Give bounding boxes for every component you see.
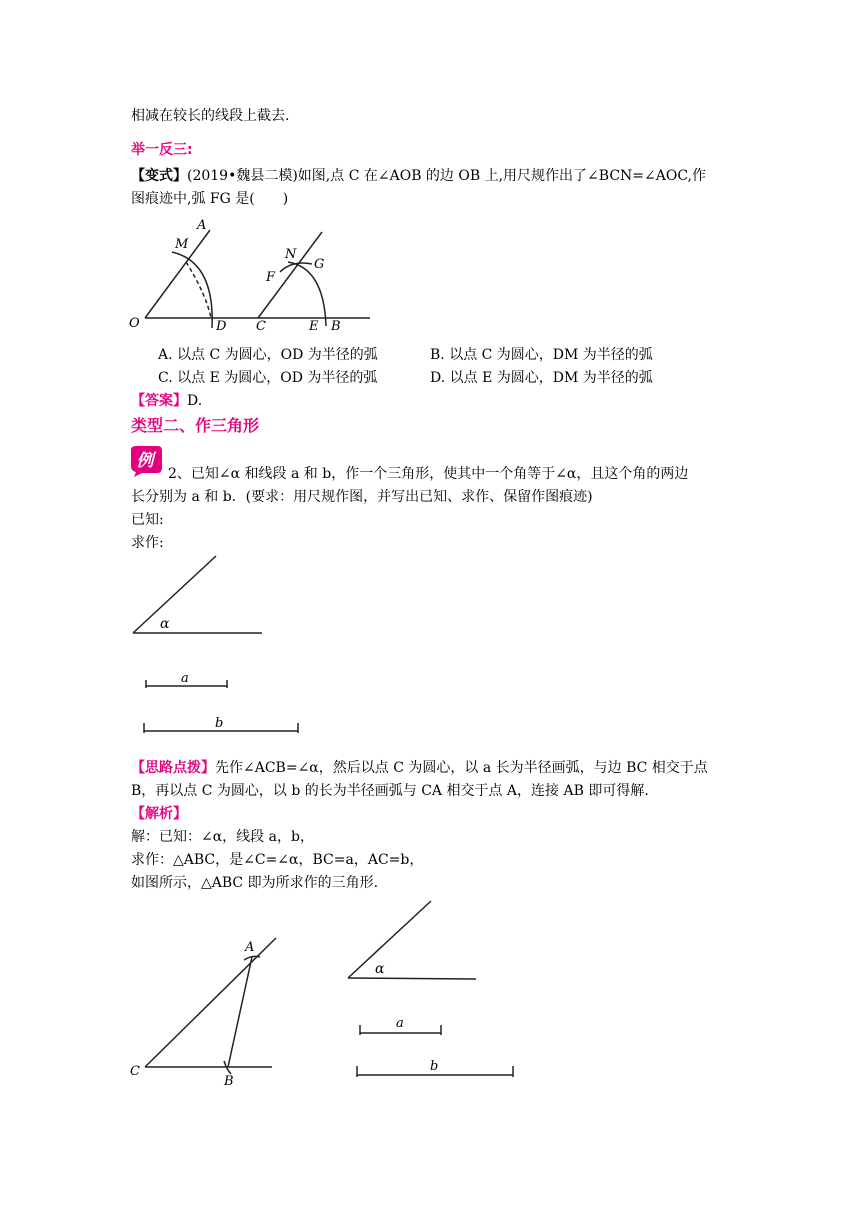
label-F: F	[266, 270, 276, 285]
label-C: C	[256, 319, 266, 334]
solution-line2: 求作：△ABC，是∠C=∠α，BC=a，AC=b，	[131, 852, 424, 868]
solution-line1: 解：已知：∠α，线段 a，b，	[131, 829, 314, 845]
label-O: O	[129, 316, 140, 331]
label-alpha: α	[160, 616, 170, 632]
label-alpha-copy: α	[375, 961, 385, 977]
label-G: G	[314, 257, 325, 272]
option-c: C. 以点 E 为圆心，OD 为半径的弧	[158, 370, 378, 386]
label-B: B	[331, 319, 341, 334]
label-a: a	[181, 671, 189, 686]
side-CA	[145, 938, 276, 1067]
option-d: D. 以点 E 为圆心，DM 为半径的弧	[430, 370, 653, 386]
answer-label: 【答案】	[131, 393, 187, 409]
label-a-copy: a	[396, 1016, 404, 1031]
hint-text: 先作∠ACB=∠α，然后以点 C 为圆心，以 a 长为半径画弧，与边 BC 相交于点	[215, 760, 708, 776]
option-b: B. 以点 C 为圆心，DM 为半径的弧	[430, 347, 653, 363]
required-label: 求作:	[131, 535, 164, 551]
hint-label: 【思路点拨】	[131, 760, 215, 776]
label-b: b	[215, 716, 224, 731]
section-title-practice: 举一反三:	[131, 142, 193, 158]
label-b-copy: b	[430, 1059, 439, 1074]
section-title-triangle: 类型二、作三角形	[131, 416, 260, 435]
label-E: E	[309, 319, 319, 334]
solution-line3: 如图所示，△ABC 即为所求作的三角形.	[131, 875, 379, 891]
label-B-triangle: B	[224, 1074, 234, 1089]
example-badge-text: 例	[136, 451, 154, 471]
variant-question-line2: 图痕迹中,弧 FG 是( )	[131, 191, 289, 207]
answer-value: D.	[187, 393, 203, 409]
variant-label: 【变式】	[131, 168, 187, 184]
example-line1: 2、已知∠α 和线段 a 和 b，作一个三角形，使其中一个角等于∠α，且这个角的两边	[168, 466, 689, 482]
label-D: D	[216, 319, 227, 334]
intro-text: 相减在较长的线段上截去.	[131, 108, 290, 124]
label-A: A	[197, 218, 207, 233]
label-M: M	[175, 237, 189, 252]
alpha-base-copy	[348, 978, 476, 979]
label-N: N	[285, 247, 297, 262]
option-a: A. 以点 C 为圆心，OD 为半径的弧	[158, 347, 378, 363]
hint-line2: B，再以点 C 为圆心，以 b 的长为半径画弧与 CA 相交于点 A，连接 AB 即可得解.	[131, 783, 649, 799]
solution-label: 【解析】	[131, 806, 187, 822]
alpha-side-copy	[348, 901, 431, 978]
variant-text: (2019•魏县二模)如图,点 C 在∠AOB 的边 OB 上,用尺规作出了∠BCN=∠AOC,作	[187, 168, 706, 184]
example-line2: 长分别为 a 和 b．(要求：用尺规作图，并写出已知、求作、保留作图痕迹)	[131, 489, 593, 505]
label-A-triangle: A	[245, 940, 255, 955]
label-C-triangle: C	[130, 1064, 140, 1079]
known-label: 已知:	[131, 512, 164, 528]
